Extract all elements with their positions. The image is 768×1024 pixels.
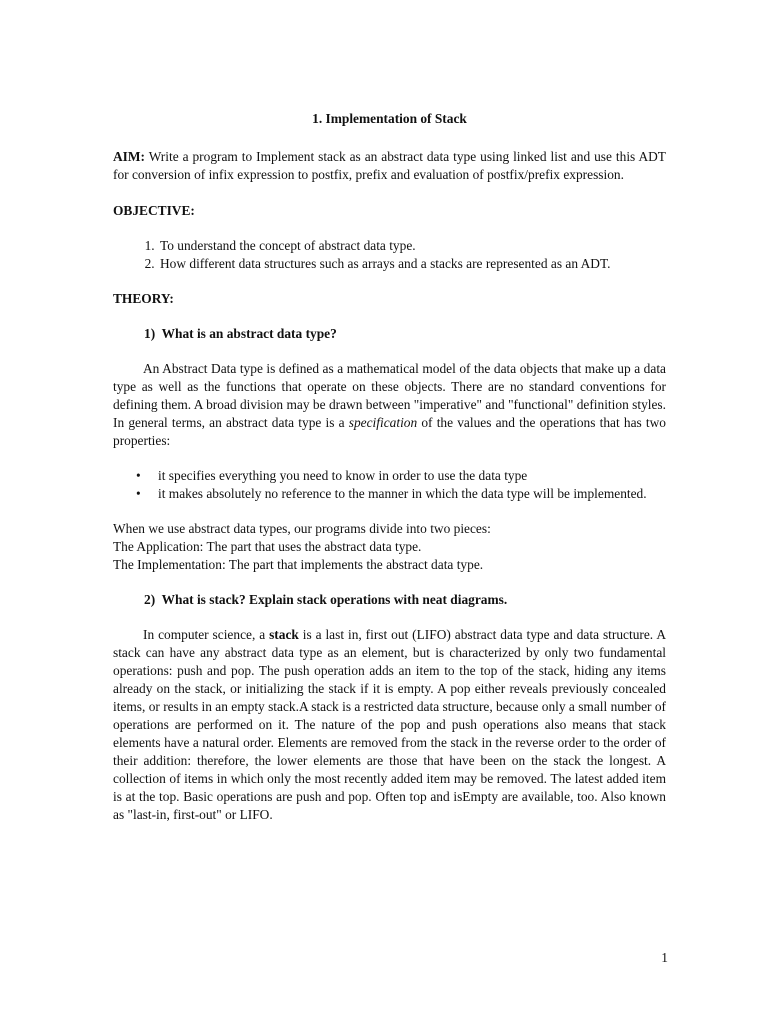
stack-definition-paragraph: [113, 626, 666, 824]
question-2-heading: 2) What is stack? Explain stack operations with neat diagrams.: [144, 592, 508, 607]
aim-label: AIM:: [113, 149, 145, 164]
list-item: [136, 467, 666, 485]
page-title: 1. Implementation of Stack: [312, 111, 467, 126]
adt-pieces-block: [113, 520, 666, 574]
adt-properties-list: [113, 467, 666, 503]
objective-item: 2. How different data structures such as arrays and a stacks are represented as an ADT.: [158, 255, 666, 273]
question-1-heading: 1) What is an abstract data type?: [144, 326, 337, 341]
list-item-text: it makes absolutely no reference to the manner in which the data type will be implemented.: [158, 486, 647, 501]
stack-paragraph-bold: stack: [269, 627, 299, 642]
adt-paragraph-italic: specification: [348, 415, 418, 430]
page-content: [113, 110, 666, 841]
aim-text: Write a program to Implement stack as an abstract data type using linked list and use this ADT for conversion of infix expression to postfix, prefix and evaluation of postfix/prefix expression.: [113, 149, 666, 182]
stack-paragraph-text-end: is a last in, first out (LIFO) abstract data type and data structure. A stack can have any abstract data type as an element, but is characterized by only two fundamental operations: push and pop. The push operation adds an item to the top of the stack, hiding any items already on the stack, or initializing the stack if it is empty. A pop either reveals previously concealed items, or results in an empty stack.A stack is a restricted data structure, because only a small number of operations are performed on it. The nature of the pop and push operations also means that stack elements have a natural order. Elements are removed from the stack in the reverse order to the order of their addition: therefore, the lower elements are those that have been on the stack the longest. A collection of items in which only the most recently added item may be removed. The latest added item is at the top. Basic operations are push and pop. Often top and isEmpty are available, too. Also known as "last-in, first-out" or LIFO.: [113, 627, 666, 822]
text-line: The Application: The part that uses the abstract data type.: [113, 539, 422, 554]
text-line: When we use abstract data types, our programs divide into two pieces:: [113, 521, 491, 536]
list-item: [136, 485, 666, 503]
adt-paragraph-text: An Abstract Data type is defined as a mathematical model of the data objects that make up a data type as well as the functions that operate on these objects. There are no standard conventions for defining them. A broad division may be drawn between "imperative" and "functional" definition styles. In general terms, an abstract data type is a: [113, 361, 666, 430]
bullet-icon: •: [136, 468, 141, 483]
adt-paragraph-text-end: of the values and the operations that has two properties:: [113, 415, 666, 448]
adt-definition-paragraph: [113, 360, 666, 450]
aim-paragraph: [113, 148, 666, 184]
text-line: The Implementation: The part that implements the abstract data type.: [113, 557, 484, 572]
theory-heading: THEORY:: [113, 291, 174, 306]
objective-list: [113, 237, 666, 273]
list-item-text: it specifies everything you need to know in order to use the data type: [158, 468, 528, 483]
objective-heading: OBJECTIVE:: [113, 203, 195, 218]
stack-paragraph-text: In computer science, a: [143, 627, 270, 642]
page-number: 1: [661, 950, 668, 965]
objective-item: 1. To understand the concept of abstract data type.: [158, 237, 666, 255]
bullet-icon: •: [136, 486, 141, 501]
